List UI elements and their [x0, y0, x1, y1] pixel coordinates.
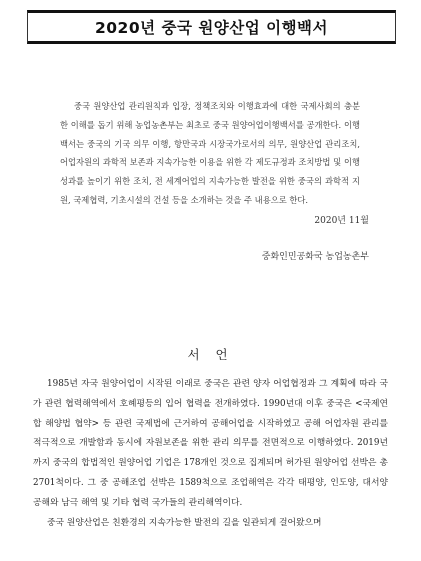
abstract-paragraph: 중국 원양산업 관리원칙과 입장, 정책조치와 이행효과에 대한 국제사회의 충분한 이해를 돕기 위해 농업농촌부는 최초로 중국 원양어업이행백서를 공개한다. 이행백서는 중국의 기국 의무 이행, 항만국과 시장국가로서의 의무, 원양산업 관리조치, 어업자원의 과학적 보존과 지속가능한 이용을 위한 각 제도규정과 조치방법 및 이행성과를 높이기 위한 조치, 전 세계어업의 지속가능한 발전을 위한 중국의 과학적 지원, 국제협력, 기초시설의 건설 등을 소개하는 것을 주 내용으로 한다. [60, 101, 360, 205]
title-box [27, 10, 396, 44]
abstract [60, 97, 360, 210]
publication-date: 2020년 11월 [314, 216, 369, 226]
body-paragraph-2: 중국 원양산업은 친환경의 지속가능한 발전의 길을 일관되게 걸어왔으며 [47, 517, 322, 528]
section-title: 서 언 [187, 347, 234, 362]
publisher-organization: 중화인민공화국 농업농촌부 [261, 252, 369, 262]
body-paragraph-1: 1985년 자국 원양어업이 시작된 이래로 중국은 관련 양자 어업협정과 그 계획에 따라 국가 관련 협력해역에서 호혜평등의 입어 협력을 전개하였다. 1990년대 이후 중국은 <국제연합 해양법 협약> 등 관련 국제법에 근거하여 공해어업을 시작하였고 공해 어업자원 관리를 적극적으로 개발함과 동시에 자원보존을 위한 관리 의무를 전면적으로 이행하였다. 2019년까지 중국의 합법적인 원양어업 기업은 178개인 것으로 집계되며 허가된 원양어업 선박은 총 2701척이다. 그 중 공해조업 선박은 1589척으로 조업해역은 각각 태평양, 인도양, 대서양 공해와 남극 해역 및 기타 협력 국가들의 관리해역이다. [33, 379, 388, 508]
body-text [33, 375, 388, 533]
page-title: 2020년 중국 원양산업 이행백서 [94, 19, 329, 37]
